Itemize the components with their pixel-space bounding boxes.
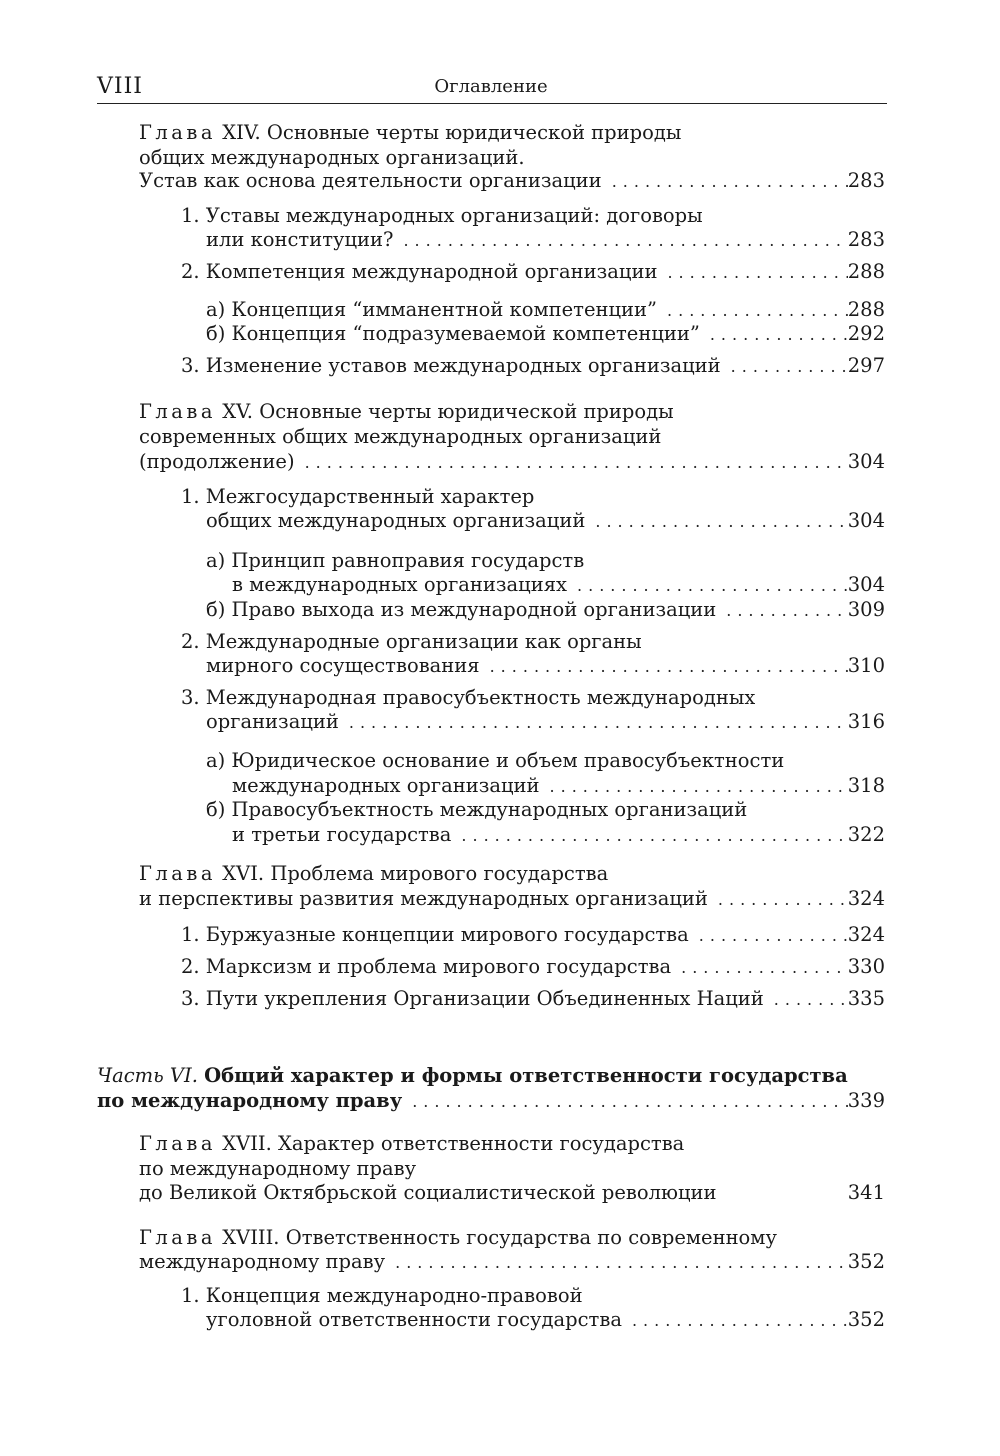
chapter-15-title-line-2: современных общих международных организаций bbox=[139, 425, 662, 448]
toc-entry-15-3[interactable]: организаций ..... 316 bbox=[206, 709, 885, 734]
toc-entry-15-1-a-line-1: а) Принцип равноправия государств bbox=[206, 549, 585, 572]
toc-entry-15-3-b[interactable]: и третьи государства ..... 322 bbox=[232, 822, 885, 847]
toc-entry-chapter-16[interactable]: и перспективы развития международных организаций ..... 324 bbox=[139, 886, 885, 911]
toc-entry-14-3[interactable]: 3. Изменение уставов международных организаций ..... 297 bbox=[181, 353, 885, 378]
toc-entry-15-1-line-1: 1. Межгосударственный характер bbox=[181, 485, 535, 508]
page-ref: 310 bbox=[847, 654, 885, 677]
chapter-16-title-line-1: Глава XVI. Проблема мирового государства bbox=[139, 862, 609, 885]
toc-entry-15-3-a-line-1: а) Юридическое основание и объем правосубъектности bbox=[206, 749, 785, 772]
toc-entry-chapter-18[interactable]: международному праву ..... 352 bbox=[139, 1249, 885, 1274]
toc-entry-15-3-a[interactable]: международных организаций ..... 318 bbox=[232, 773, 885, 798]
chapter-17-title-line-1: Глава XVII. Характер ответственности государства bbox=[139, 1132, 685, 1155]
page-ref: 324 bbox=[847, 923, 885, 946]
toc-entry-15-3-b-line-1: б) Правосубъектность международных организаций bbox=[206, 798, 748, 821]
page-ref: 322 bbox=[847, 823, 885, 846]
chapter-14-title-line-2: общих международных организаций. bbox=[139, 146, 525, 169]
toc-entry-15-1-a[interactable]: в международных организациях ..... 304 bbox=[232, 572, 885, 597]
page-ref: 304 bbox=[847, 509, 885, 532]
page-ref: 352 bbox=[847, 1308, 885, 1331]
page-ref: 316 bbox=[847, 710, 885, 733]
toc-entry-part-6[interactable]: по международному праву ..... 339 bbox=[97, 1088, 885, 1113]
toc-entry-15-1-b[interactable]: б) Право выхода из международной организации ..... 309 bbox=[206, 597, 885, 622]
chapter-15-title-line-1: Глава XV. Основные черты юридической природы bbox=[139, 400, 674, 423]
page-ref: 309 bbox=[847, 598, 885, 621]
toc-entry-14-2-b[interactable]: б) Концепция “подразумеваемой компетенции” ..... 292 bbox=[206, 321, 885, 346]
page-ref: 304 bbox=[847, 573, 885, 596]
toc-entry-15-3-line-1: 3. Международная правосубъектность международных bbox=[181, 686, 756, 709]
header-rule bbox=[97, 103, 887, 104]
page-ref: 339 bbox=[847, 1089, 885, 1112]
part-6-title-line-1: Часть VI. Общий характер и формы ответственности государства bbox=[97, 1064, 848, 1087]
chapter-18-title-line-1: Глава XVIII. Ответственность государства по современному bbox=[139, 1226, 777, 1249]
page-header bbox=[97, 74, 885, 102]
toc-entry-16-3[interactable]: 3. Пути укрепления Организации Объединенных Наций ..... 335 bbox=[181, 986, 885, 1011]
page-ref: 283 bbox=[847, 169, 885, 192]
toc-entry-15-2-line-1: 2. Международные организации как органы bbox=[181, 630, 642, 653]
toc-entry-18-1[interactable]: уголовной ответственности государства ..... 352 bbox=[206, 1307, 885, 1332]
page-ref: 288 bbox=[847, 260, 885, 283]
page-ref: 283 bbox=[847, 228, 885, 251]
page-ref: 352 bbox=[847, 1250, 885, 1273]
page-ref: 297 bbox=[847, 354, 885, 377]
chapter-14-title-line-1: Глава XIV. Основные черты юридической природы bbox=[139, 121, 682, 144]
page-ref: 288 bbox=[847, 298, 885, 321]
running-title: Оглавление bbox=[434, 76, 548, 97]
toc-entry-15-1[interactable]: общих международных организаций ..... 304 bbox=[206, 508, 885, 533]
page-ref: 335 bbox=[847, 987, 885, 1010]
toc-entry-16-2[interactable]: 2. Марксизм и проблема мирового государства ..... 330 bbox=[181, 954, 885, 979]
toc-entry-14-1-line-1: 1. Уставы международных организаций: договоры bbox=[181, 204, 703, 227]
page-number: VIII bbox=[97, 74, 143, 99]
toc-entry-15-2[interactable]: мирного сосуществования ..... 310 bbox=[206, 653, 885, 678]
page-ref: 292 bbox=[847, 322, 885, 345]
page-ref: 318 bbox=[847, 774, 885, 797]
toc-entry-14-1[interactable]: или конституции? ..... 283 bbox=[206, 227, 885, 252]
toc-entry-18-1-line-1: 1. Концепция международно-правовой bbox=[181, 1284, 583, 1307]
toc-entry-chapter-15[interactable]: (продолжение) ..... 304 bbox=[139, 449, 885, 474]
chapter-17-title-line-2: по международному праву bbox=[139, 1157, 417, 1180]
page-ref: 330 bbox=[847, 955, 885, 978]
page-ref: 304 bbox=[847, 450, 885, 473]
toc-entry-chapter-14[interactable]: Устав как основа деятельности организации ..... 283 bbox=[139, 168, 885, 193]
page-ref: 324 bbox=[847, 887, 885, 910]
toc-entry-chapter-17[interactable]: до Великой Октябрьской социалистической революции 341 bbox=[139, 1181, 885, 1204]
page-ref: 341 bbox=[847, 1181, 885, 1204]
toc-entry-16-1[interactable]: 1. Буржуазные концепции мирового государства ..... 324 bbox=[181, 922, 885, 947]
toc-entry-14-2[interactable]: 2. Компетенция международной организации ..... 288 bbox=[181, 259, 885, 284]
toc-entry-14-2-a[interactable]: а) Концепция “имманентной компетенции” ..... 288 bbox=[206, 297, 885, 322]
